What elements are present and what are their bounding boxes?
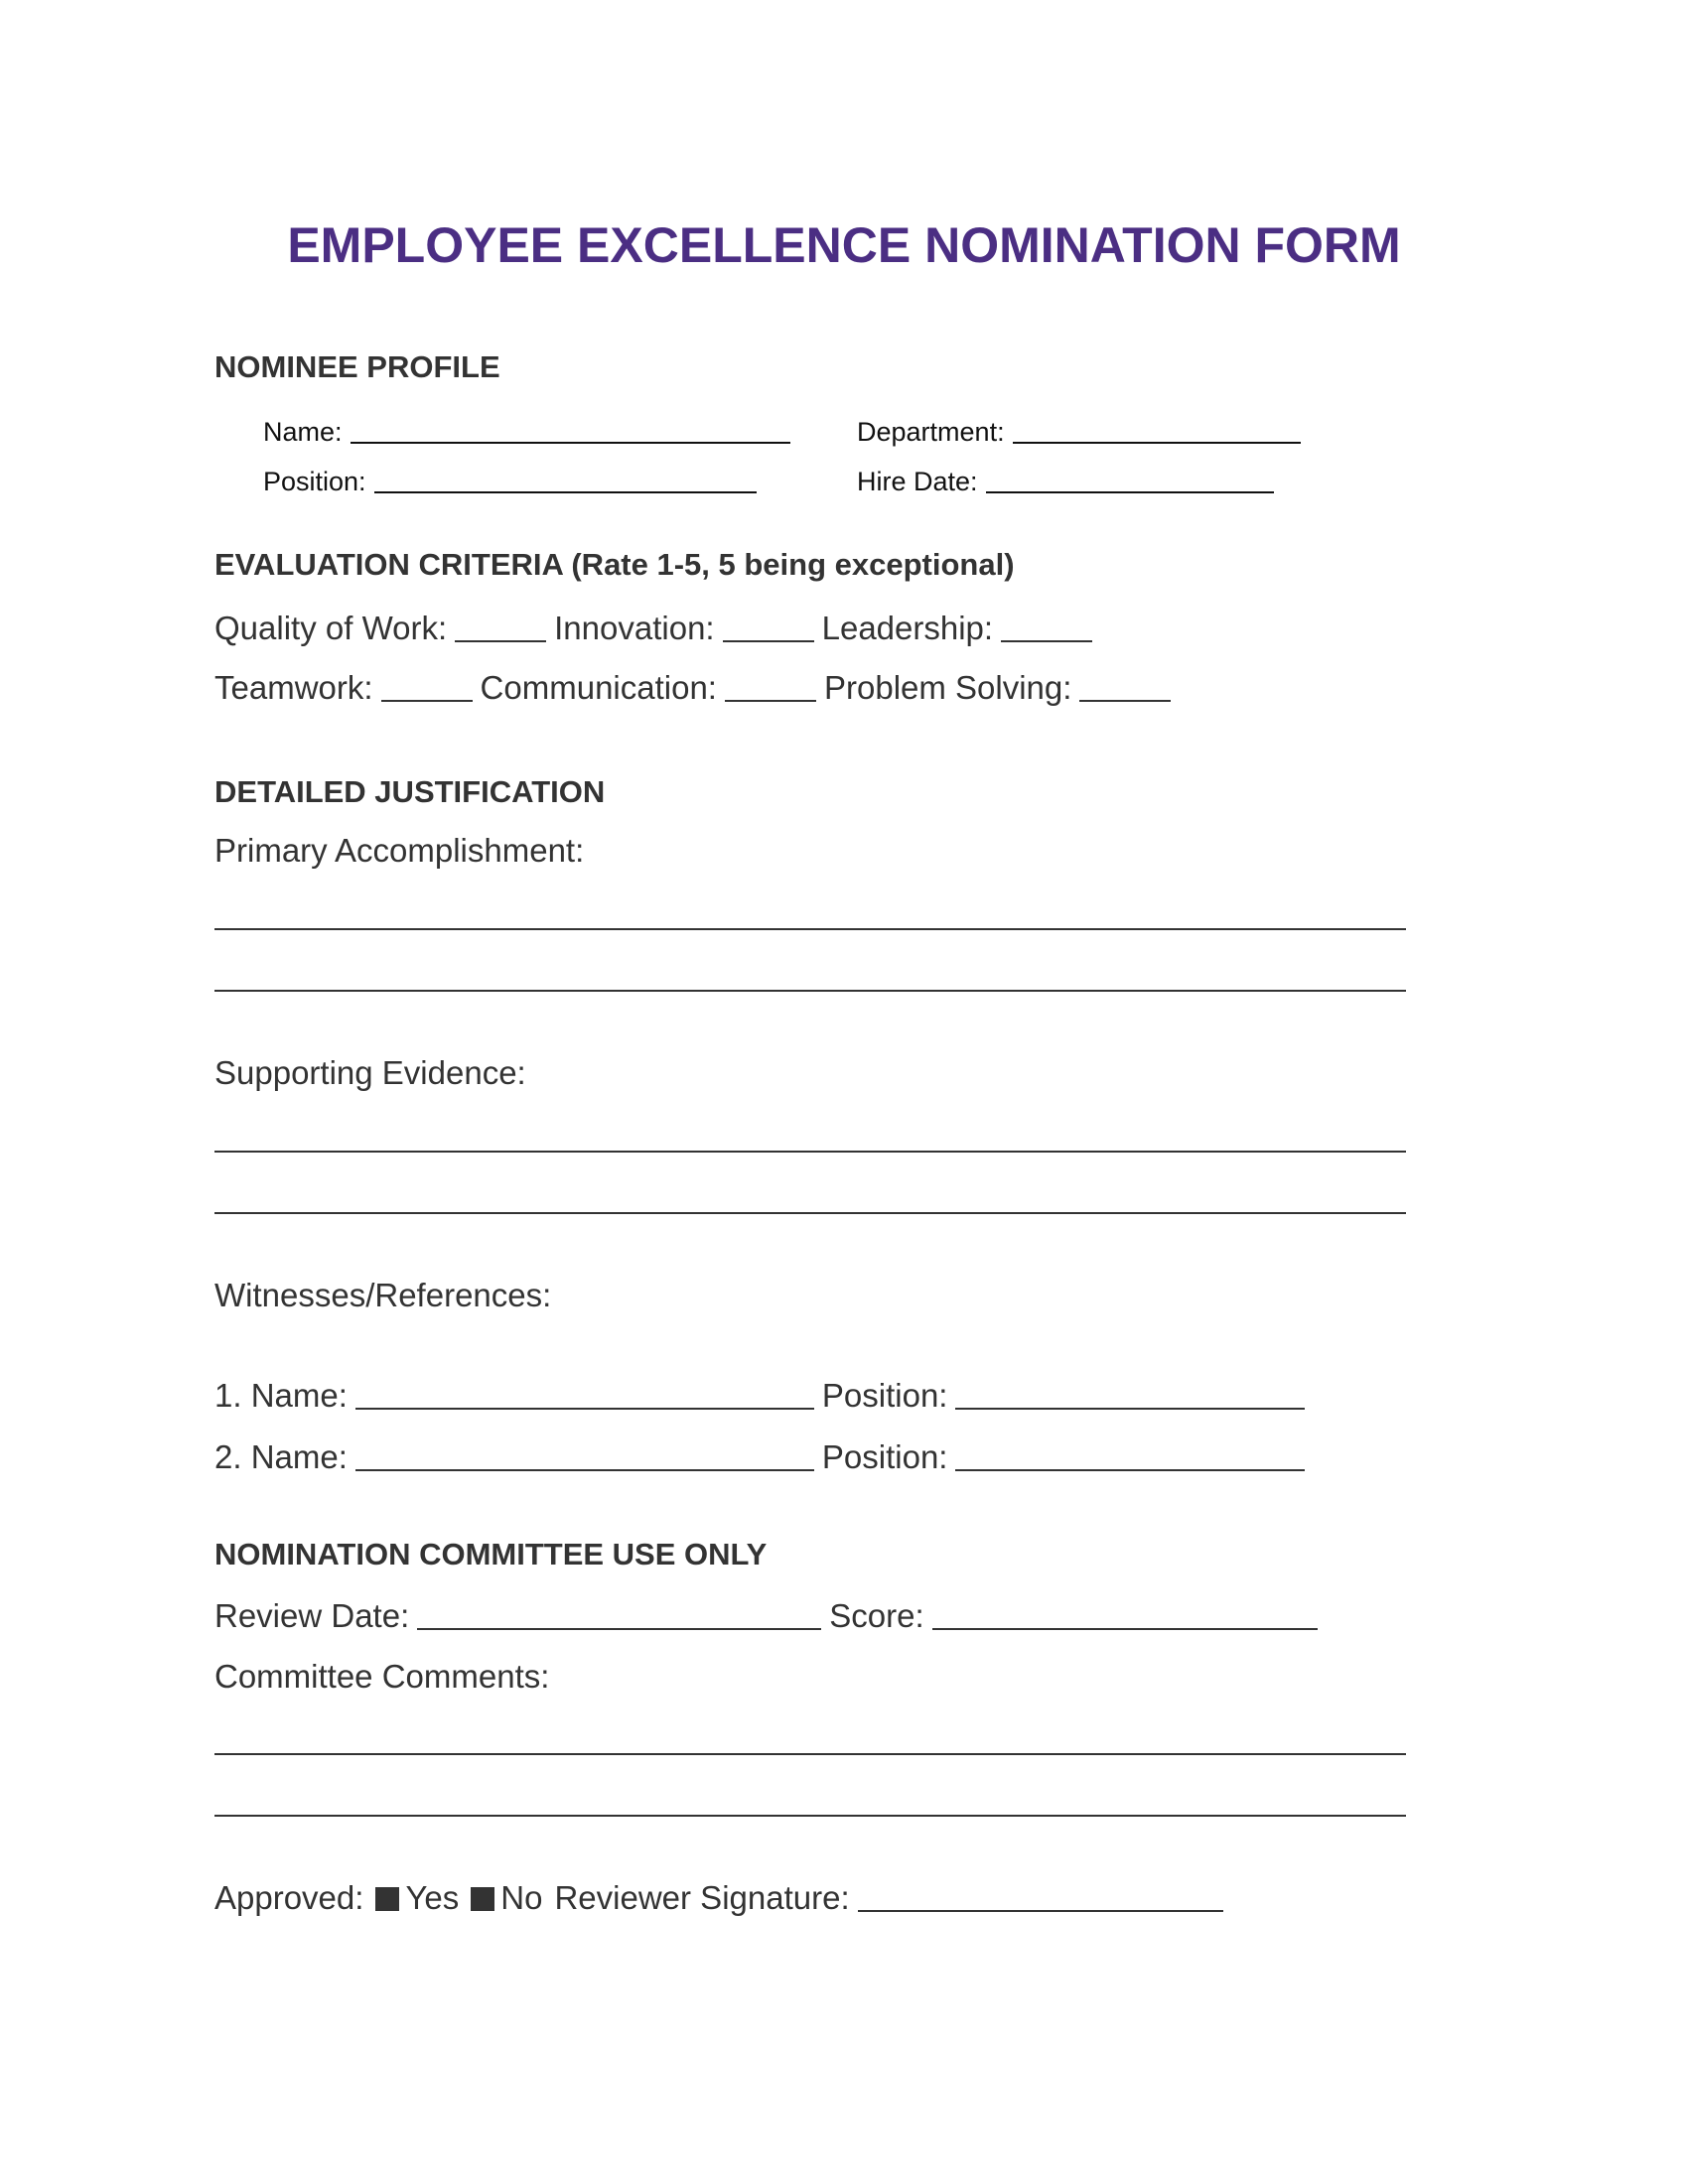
witness-row-1: [214, 1377, 1313, 1415]
score-field[interactable]: [932, 1628, 1318, 1630]
criteria-quality-label: Quality of Work:: [214, 610, 448, 646]
witness-1-position-label: Position:: [821, 1377, 948, 1414]
reviewer-signature-label: Reviewer Signature:: [554, 1879, 850, 1916]
witnesses-label: Witnesses/References:: [214, 1277, 552, 1313]
committee-heading: NOMINATION COMMITTEE USE ONLY: [214, 1537, 768, 1571]
review-date-label: Review Date:: [214, 1597, 410, 1634]
criteria-innovation-field[interactable]: [723, 640, 814, 642]
criteria-innovation-label: Innovation:: [554, 610, 715, 646]
evaluation-heading: EVALUATION CRITERIA (Rate 1-5, 5 being exceptional): [214, 547, 1015, 582]
nominee-hire-date-field[interactable]: [986, 491, 1274, 493]
criteria-problem-solving-label: Problem Solving:: [823, 669, 1072, 706]
criteria-leadership-label: Leadership:: [821, 610, 994, 646]
criteria-problem-solving-field[interactable]: [1079, 700, 1171, 702]
nominee-department-field[interactable]: [1013, 442, 1301, 444]
nominee-position-row: [263, 467, 765, 497]
review-date-field[interactable]: [417, 1628, 821, 1630]
primary-accomplishment-label: Primary Accomplishment:: [214, 832, 585, 869]
witness-2-position-field[interactable]: [955, 1469, 1305, 1471]
supporting-evidence-line-1[interactable]: [214, 1151, 1406, 1153]
nominee-position-label: Position:: [263, 467, 366, 496]
witness-2-position-label: Position:: [821, 1438, 948, 1475]
form-title: EMPLOYEE EXCELLENCE NOMINATION FORM: [287, 217, 1401, 273]
supporting-evidence-label: Supporting Evidence:: [214, 1054, 526, 1091]
evaluation-row-2: [214, 669, 1179, 707]
committee-comments-line-2[interactable]: [214, 1815, 1406, 1817]
reviewer-signature-field[interactable]: [858, 1910, 1223, 1912]
criteria-teamwork-field[interactable]: [381, 700, 473, 702]
criteria-teamwork-label: Teamwork:: [214, 669, 373, 706]
score-label: Score:: [829, 1597, 924, 1634]
nominee-department-row: [857, 417, 1309, 448]
criteria-quality-field[interactable]: [455, 640, 546, 642]
supporting-evidence-line-2[interactable]: [214, 1212, 1406, 1214]
nominee-hire-date-label: Hire Date:: [857, 467, 978, 496]
committee-comments-line-1[interactable]: [214, 1753, 1406, 1755]
witness-row-2: [214, 1438, 1313, 1476]
witness-1-position-field[interactable]: [955, 1408, 1305, 1410]
witness-2-name-field[interactable]: [355, 1469, 814, 1471]
justification-heading: DETAILED JUSTIFICATION: [214, 774, 606, 809]
nominee-position-field[interactable]: [374, 491, 757, 493]
criteria-communication-field[interactable]: [725, 700, 816, 702]
criteria-leadership-field[interactable]: [1001, 640, 1092, 642]
witness-1-name-field[interactable]: [355, 1408, 814, 1410]
no-checkbox[interactable]: [471, 1887, 494, 1911]
nominee-hire-date-row: [857, 467, 1282, 497]
nominee-department-label: Department:: [857, 417, 1005, 447]
no-label: No: [500, 1879, 543, 1916]
nominee-name-label: Name:: [263, 417, 343, 447]
approval-row: [214, 1879, 1231, 1917]
yes-label: Yes: [405, 1879, 460, 1916]
nominee-profile-heading: NOMINEE PROFILE: [214, 349, 500, 384]
primary-accomplishment-line-2[interactable]: [214, 990, 1406, 992]
committee-review-row: [214, 1597, 1326, 1635]
evaluation-row-1: [214, 610, 1100, 647]
primary-accomplishment-line-1[interactable]: [214, 928, 1406, 930]
yes-checkbox[interactable]: [375, 1887, 399, 1911]
witness-2-name-label: 2. Name:: [214, 1438, 348, 1475]
approved-label: Approved:: [214, 1879, 364, 1916]
witness-1-name-label: 1. Name:: [214, 1377, 348, 1414]
nominee-name-field[interactable]: [351, 442, 790, 444]
criteria-communication-label: Communication:: [480, 669, 717, 706]
committee-comments-label: Committee Comments:: [214, 1658, 550, 1695]
nominee-name-row: [263, 417, 798, 448]
